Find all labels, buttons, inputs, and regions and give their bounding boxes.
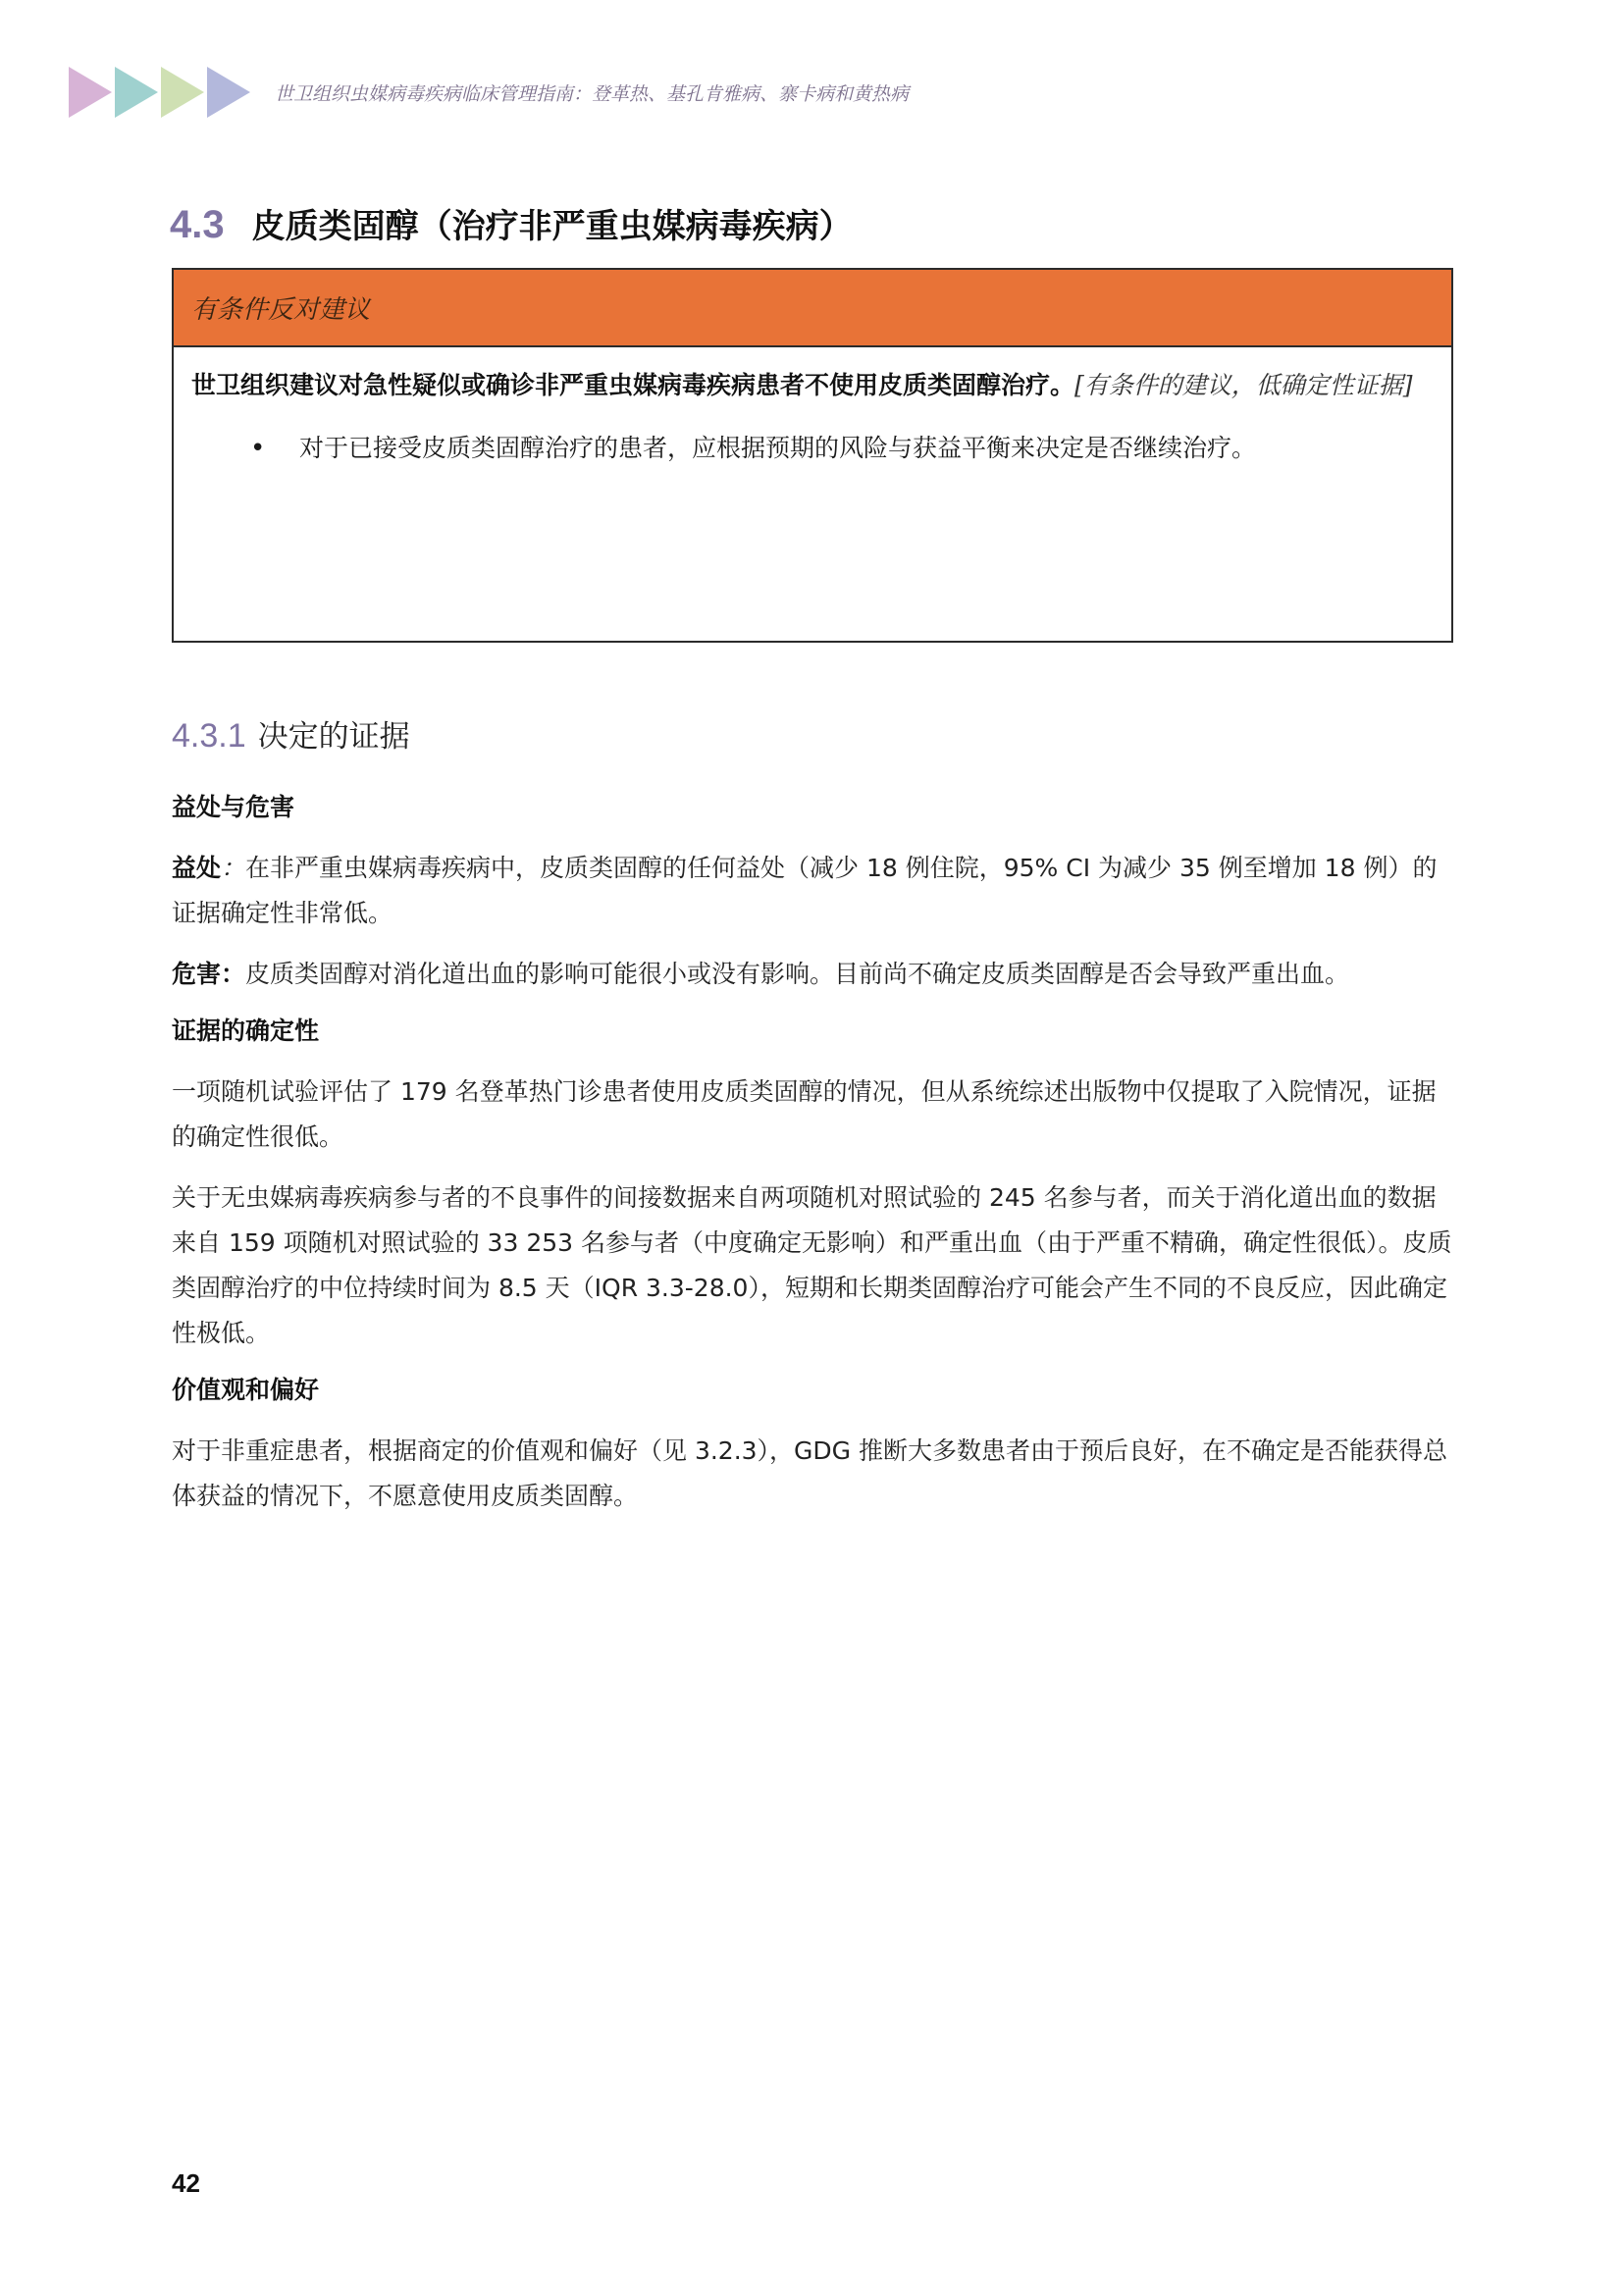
header-arrows-decoration (69, 67, 253, 118)
harm-paragraph (172, 952, 1453, 997)
recommendation-type-label: 有条件反对建议 (191, 295, 371, 325)
bullet-icon: • (250, 434, 266, 463)
benefit-lead: 益处 (172, 854, 222, 882)
certainty-heading: 证据的确定性 (172, 1017, 320, 1045)
subsection-number: 4.3.1 (172, 717, 246, 755)
section-title: 皮质类固醇（治疗非严重虫媒病毒疾病） (251, 207, 853, 246)
recommendation-box (172, 268, 1453, 643)
recommendation-qualifier: [有条件的建议，低确定性证据] (1074, 371, 1413, 399)
certainty-paragraph-2: 关于无虫媒病毒疾病参与者的不良事件的间接数据来自两项随机对照试验的 245 名参与者，而关于消化道出血的数据来自 159 项随机对照试验的 33 253 名参与者（中度确定无影响）和严重出血（由于严重不精确，确定性很低）。皮质类固醇治疗的中位持续时间为 8.5 天（IQR 3.3-28.0），短期和长期类固醇治疗可能会产生不同的不良反应，因此确定性极低。 (172, 1183, 1452, 1347)
section-heading (170, 199, 853, 247)
recommendation-bullet-text: 对于已接受皮质类固醇治疗的患者，应根据预期的风险与获益平衡来决定是否继续治疗。 (299, 434, 1257, 462)
page-number: 42 (172, 2168, 200, 2198)
recommendation-bullet (191, 426, 1434, 471)
benefit-paragraph (172, 846, 1453, 936)
recommendation-body (174, 347, 1451, 471)
values-paragraph: 对于非重症患者，根据商定的价值观和偏好（见 3.2.3），GDG 推断大多数患者由于预后良好，在不确定是否能获得总体获益的情况下，不愿意使用皮质类固醇。 (172, 1436, 1448, 1510)
arrow-2-icon (115, 67, 158, 118)
arrow-4-icon (207, 67, 250, 118)
arrow-3-icon (161, 67, 204, 118)
values-heading: 价值观和偏好 (172, 1376, 320, 1404)
subsection-title: 决定的证据 (257, 719, 410, 755)
certainty-paragraph-1: 一项随机试验评估了 179 名登革热门诊患者使用皮质类固醇的情况，但从系统综述出版物中仅提取了入院情况，证据的确定性很低。 (172, 1077, 1437, 1151)
arrow-1-icon (69, 67, 112, 118)
running-header (69, 65, 909, 120)
main-content (172, 711, 1453, 1535)
harm-text: 皮质类固醇对消化道出血的影响可能很小或没有影响。目前尚不确定皮质类固醇是否会导致严重出血。 (245, 960, 1350, 988)
recommendation-band (174, 270, 1451, 347)
harm-lead: 危害： (172, 960, 246, 988)
benefit-text: 在非严重虫媒病毒疾病中，皮质类固醇的任何益处（减少 18 例住院，95% CI 为减少 35 例至增加 18 例）的证据确定性非常低。 (172, 854, 1438, 927)
section-number: 4.3 (170, 203, 225, 246)
recommendation-statement-line (191, 363, 1434, 408)
benefit-colon: ： (221, 854, 246, 882)
running-title: 世卫组织虫媒病毒疾病临床管理指南：登革热、基孔肯雅病、寨卡病和黄热病 (275, 82, 910, 105)
recommendation-statement: 世卫组织建议对急性疑似或确诊非严重虫媒病毒疾病患者不使用皮质类固醇治疗。 (191, 371, 1075, 399)
subsection-heading (172, 711, 1453, 756)
benefits-harms-heading: 益处与危害 (172, 793, 295, 821)
